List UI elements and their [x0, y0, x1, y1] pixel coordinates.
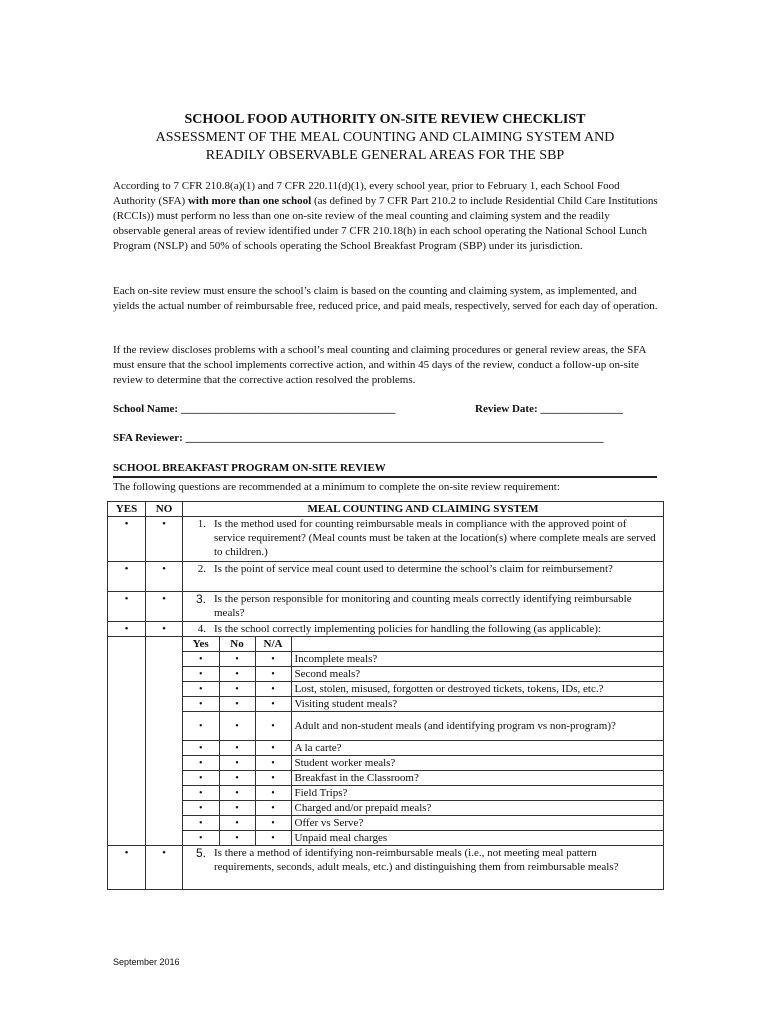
sub-yes-checkbox[interactable]: •	[183, 816, 219, 831]
sub-no-checkbox[interactable]: •	[219, 741, 255, 756]
question-row	[108, 592, 664, 622]
sub-no-checkbox[interactable]: •	[219, 712, 255, 741]
sub-item-label: Breakfast in the Classroom?	[291, 771, 663, 786]
sub-checklist-row	[108, 637, 664, 846]
sub-item-row	[183, 652, 663, 667]
sub-yes-checkbox[interactable]: •	[183, 667, 219, 682]
sub-item-label: A la carte?	[291, 741, 663, 756]
intro-p1-text-a: According to 7 CFR 210.8(a)(1) and 7 CFR 220.11(d)(1), every school year, prior to February 1, each School Food Authority (SFA)	[113, 180, 620, 207]
sub-checklist-cell	[183, 637, 664, 846]
sub-no-checkbox[interactable]: •	[219, 801, 255, 816]
question-number: 3.	[195, 592, 206, 606]
document-title: SCHOOL FOOD AUTHORITY ON-SITE REVIEW CHECKLIST	[184, 112, 586, 127]
sub-no-header: No	[219, 637, 255, 652]
empty-cell	[146, 637, 183, 846]
question-row	[108, 622, 664, 637]
checklist-table	[107, 501, 664, 890]
footer-date: September 2016	[113, 957, 180, 967]
sub-item-label: Lost, stolen, misused, forgotten or destroyed tickets, tokens, IDs, etc.?	[291, 682, 663, 697]
question-number: 4.	[197, 623, 206, 635]
no-checkbox[interactable]: •	[146, 846, 183, 890]
no-checkbox[interactable]: •	[146, 622, 183, 637]
section-title: SCHOOL BREAKFAST PROGRAM ON-SITE REVIEW	[113, 462, 386, 474]
sub-na-checkbox[interactable]: •	[255, 816, 291, 831]
sub-item-label: Student worker meals?	[291, 756, 663, 771]
question-text: Is the school correctly implementing policies for handling the following (as applicable):	[214, 623, 602, 635]
question-row	[108, 517, 664, 562]
question-number: 1.	[197, 518, 206, 530]
sub-header-blank	[291, 637, 663, 652]
document-subtitle-line1: ASSESSMENT OF THE MEAL COUNTING AND CLAIMING SYSTEM AND	[155, 130, 615, 145]
intro-paragraph-1	[113, 179, 658, 254]
sub-item-label: Adult and non-student meals (and identifying program vs non-program)?	[291, 712, 663, 741]
empty-cell	[108, 637, 146, 846]
sfa-reviewer-field[interactable]: SFA Reviewer: ____________________________________________________________________________	[113, 432, 604, 444]
sub-na-checkbox[interactable]: •	[255, 756, 291, 771]
sub-item-row	[183, 801, 663, 816]
sub-item-label: Second meals?	[291, 667, 663, 682]
sub-item-row	[183, 741, 663, 756]
no-checkbox[interactable]: •	[146, 517, 183, 562]
sub-na-checkbox[interactable]: •	[255, 786, 291, 801]
sub-item-label: Visiting student meals?	[291, 697, 663, 712]
sub-item-row	[183, 697, 663, 712]
sub-item-row	[183, 786, 663, 801]
sub-yes-header: Yes	[183, 637, 219, 652]
yes-checkbox[interactable]: •	[108, 517, 146, 562]
sub-item-row	[183, 712, 663, 741]
section-divider	[113, 476, 657, 478]
sub-item-row	[183, 682, 663, 697]
meal-counting-column-header: MEAL COUNTING AND CLAIMING SYSTEM	[183, 502, 664, 517]
yes-checkbox[interactable]: •	[108, 562, 146, 592]
review-date-field[interactable]: Review Date: _______________	[475, 403, 623, 415]
sub-na-header: N/A	[255, 637, 291, 652]
sub-item-label: Unpaid meal charges	[294, 831, 388, 844]
sub-na-checkbox[interactable]: •	[255, 652, 291, 667]
sub-checklist-table	[183, 637, 663, 845]
school-name-field[interactable]: School Name: _______________________________________	[113, 403, 396, 415]
question-text: Is the method used for counting reimbursable meals in compliance with the approved point of service requirement? (Meal counts must be taken at the location(s) where complete meals are served to children.)	[214, 518, 656, 558]
sub-item-label: Charged and/or prepaid meals?	[291, 801, 663, 816]
sub-no-checkbox[interactable]: •	[219, 816, 255, 831]
document-subtitle-line2: READILY OBSERVABLE GENERAL AREAS FOR THE SBP	[205, 148, 565, 163]
table-header-row	[108, 502, 664, 517]
sub-no-checkbox[interactable]: •	[219, 682, 255, 697]
sub-header-row	[183, 637, 663, 652]
sub-item-label: Offer vs Serve?	[291, 816, 663, 831]
question-number: 5.	[195, 846, 206, 860]
no-checkbox[interactable]: •	[146, 592, 183, 622]
sub-no-checkbox[interactable]: •	[219, 697, 255, 712]
sub-item-row	[183, 831, 663, 846]
sub-na-checkbox[interactable]: •	[255, 741, 291, 756]
sub-yes-checkbox[interactable]: •	[183, 831, 219, 846]
sub-na-checkbox[interactable]: •	[255, 712, 291, 741]
sub-item-row	[183, 771, 663, 786]
intro-paragraph-2: Each on-site review must ensure the school’s claim is based on the counting and claiming system, as implemented, and yields the actual number of reimbursable free, reduced price, and paid meals, respectively, served for each day of operation.	[113, 285, 658, 312]
sub-na-checkbox[interactable]: •	[255, 682, 291, 697]
sub-na-checkbox[interactable]: •	[255, 697, 291, 712]
sub-yes-checkbox[interactable]: •	[183, 697, 219, 712]
sub-yes-checkbox[interactable]: •	[183, 652, 219, 667]
sub-yes-checkbox[interactable]: •	[183, 801, 219, 816]
question-number: 2.	[197, 563, 206, 575]
sub-yes-checkbox[interactable]: •	[183, 682, 219, 697]
section-instructions: The following questions are recommended at a minimum to complete the on-site review requirement:	[113, 481, 560, 493]
sub-item-row	[183, 816, 663, 831]
sub-na-checkbox[interactable]: •	[255, 801, 291, 816]
question-row	[108, 846, 664, 890]
no-column-header: NO	[146, 502, 183, 517]
sub-item-label: Incomplete meals?	[291, 652, 663, 667]
question-row	[108, 562, 664, 592]
sub-yes-checkbox[interactable]: •	[183, 756, 219, 771]
yes-checkbox[interactable]: •	[108, 592, 146, 622]
sub-yes-checkbox[interactable]: •	[183, 786, 219, 801]
sub-item-label: Field Trips?	[291, 786, 663, 801]
yes-checkbox[interactable]: •	[108, 846, 146, 890]
sub-na-checkbox[interactable]: •	[255, 831, 291, 846]
sub-no-checkbox[interactable]: •	[219, 786, 255, 801]
sub-yes-checkbox[interactable]: •	[183, 712, 219, 741]
sub-yes-checkbox[interactable]: •	[183, 771, 219, 786]
intro-p1-bold: with more than one school	[187, 195, 312, 207]
sub-item-row	[183, 667, 663, 682]
sub-item-row	[183, 756, 663, 771]
yes-checkbox[interactable]: •	[108, 622, 146, 637]
sub-na-checkbox[interactable]: •	[255, 667, 291, 682]
question-text: Is the person responsible for monitoring and counting meals correctly identifying reimbursable meals?	[214, 593, 632, 619]
question-text: Is there a method of identifying non-reimbursable meals (i.e., not meeting meal pattern requirements, seconds, adult meals, etc.) and distinguishing them from reimbursable meals?	[214, 847, 619, 873]
sub-na-checkbox[interactable]: •	[255, 771, 291, 786]
yes-column-header: YES	[108, 502, 146, 517]
sub-no-checkbox[interactable]: •	[219, 667, 255, 682]
sub-no-checkbox[interactable]: •	[219, 831, 255, 846]
intro-paragraph-3: If the review discloses problems with a school’s meal counting and claiming procedures or general review areas, the SFA must ensure that the school implements corrective action, and within 45 days of the review, conduct a follow-up on-site review to determine that the corrective action resolved the problems.	[113, 344, 646, 386]
sub-yes-checkbox[interactable]: •	[183, 741, 219, 756]
question-text: Is the point of service meal count used to determine the school’s claim for reimbursement?	[214, 563, 613, 575]
sub-no-checkbox[interactable]: •	[219, 771, 255, 786]
sub-no-checkbox[interactable]: •	[219, 756, 255, 771]
no-checkbox[interactable]: •	[146, 562, 183, 592]
sub-no-checkbox[interactable]: •	[219, 652, 255, 667]
intro-p1-text-b: (as defined by 7 CFR Part 210.2 to include Residential Child Care Institutions (RCCIs)) must perform no less than one on-site review of the meal counting and claiming system and the readily observable general areas of review identified under 7 CFR 210.18(h) in each school operating the National School Lunch Program (NSLP) and 50% of schools operating the School Breakfast Program (SBP) under its jurisdiction.	[113, 195, 658, 252]
